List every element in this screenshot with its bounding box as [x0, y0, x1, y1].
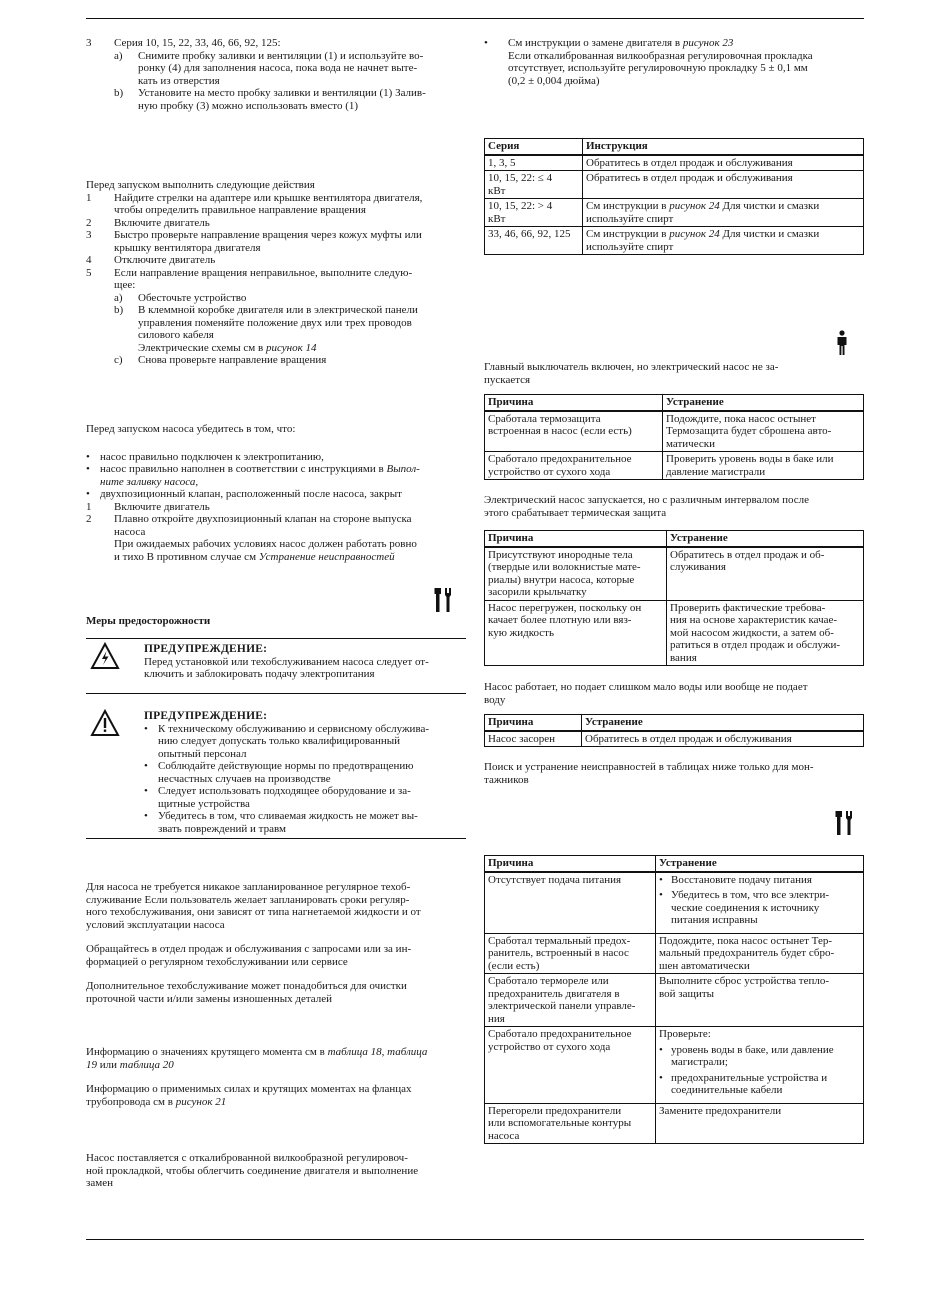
table-row: Сработало термореле или предохранитель двигателя в электрической панели управле- ния Выполните сброс устройства тепло- вой защиты: [485, 974, 864, 1027]
troubleshooting-table-3: Причина Устранение Насос засорен Обратитесь в отдел продаж и обслуживания: [484, 714, 864, 747]
table-row: Сработало предохранительное устройство от сухого хода Проверьте: • уровень воды в баке, или давление магистрали; • предохранительные устройства и соединительные кабели: [485, 1027, 864, 1104]
table-row: Сработала термозащита встроенная в насос (если есть) Подождите, пока насос остынет Термозащита будет сброшена авто- матически: [485, 411, 864, 452]
step-3-text: Серия 10, 15, 22, 33, 46, 66, 92, 125:: [114, 37, 281, 49]
electric-warning-icon: [90, 642, 120, 670]
ts1-intro: Главный выключатель включен, но электрический насос не за- пускается: [484, 361, 779, 386]
step-3b: Установите на место пробку заливки и вентиляции (1) Залив- ную пробку (3) можно использовать вместо (1): [138, 87, 426, 112]
table-row: 33, 46, 66, 92, 125 См инструкции в рисунок 24 Для чистки и смазки используйте спирт: [485, 227, 864, 255]
troubleshooting-table-1: Причина Устранение Сработала термозащита встроенная в насос (если есть) Подождите, пока насос остынет Термозащита будет сброшена авто- матически Сработало предохранительное устройство от сухого хода Проверить уровень воды в баке или давление магистрали: [484, 394, 864, 480]
ts3-intro: Насос работает, но подает слишком мало воды или вообще не подает воду: [484, 681, 808, 706]
person-icon: [835, 330, 849, 356]
startup-section: Перед запуском насоса убедитесь в том, что: • насос правильно подключен к электропитанию, • насос правильно наполнен в соответствии с инструкциями в Выпол- ните заливку насоса, • двухпозиционный клапан, расположенный после насоса, закрыт 1 Включите двигатель 2 Плавно откройте двухпозиционный клапан на стороне выпуска насоса При ожидаемых рабочих условиях насос должен работать ровно и тихо В противном случае см Устранение неисправностей: [86, 423, 420, 563]
troubleshooting-table-2: Причина Устранение Присутствуют инородные тела (твердые или волокнистые мате- риалы) внутри насоса, которые засорили крыльчатку Обратитесь в отдел продаж и об- служивания Насос перегружен, поскольку он качает более плотную или вяз- кую жидкость Проверить фактические требова- ния на основе характеристик качае- мой насосом жидкости, а затем об- ратиться в отдел продаж и обслужи- вания: [484, 530, 864, 666]
figure-ref: рисунок 14: [265, 341, 317, 354]
rotation-check: Перед запуском выполнить следующие действия 1 Найдите стрелки на адаптере или крышке вентилятора двигателя, чтобы определить правильное направление вращения 2 Включите двигатель 3 Быстро проверьте направление вращения через кожух муфты или крышку вентилятора двигателя 4 Отключите двигатель 5 Если направление вращения неправильное, выполните следую- щее: a) Обесточьте устройство b) В клеммной коробке двигателя или в электрической панели управления поменяйте положение двух или трех проводов силового кабеля Электрические схемы см в рисунок 14 c) Снова проверьте направление вращения: [86, 179, 423, 366]
table-row: Присутствуют инородные тела (твердые или волокнистые мате- риалы) внутри насоса, которые засорили крыльчатку Обратитесь в отдел продаж и об- служивания: [485, 547, 864, 601]
warning-1: ПРЕДУПРЕЖДЕНИЕ: Перед установкой или техобслуживанием насоса следует от- ключить и заблокировать подачу электропитания: [144, 643, 429, 680]
troubleshooting-table-4: Причина Устранение Отсутствует подача питания • Восстановите подачу питания • Убедитесь в том, что все электри- ческие соединения к источнику питания исправны Сработал термальный предох- ранитель, встроенный в насос (если есть) Подождите, пока насос остынет Тер- мальный предохранитель будет сбро- шен автоматически Сработало термореле или предохранитель двигателя в электрической панели управле- ния Выполните сброс устройства тепло- вой защиты Сработало предохранительное устройство от сухого хода Проверьте: • уровень воды в баке, или давление магистрали; • предохранительные устройства и соединительные кабели Перегорели предохранители или вспомогательные контуры насоса Замените предохранители: [484, 855, 864, 1144]
right-top: • См инструкции о замене двигателя в рисунок 23 Если откалиброванная вилкообразная регулировочная прокладка отсутствует, используйте регулировочную прокладку 5 ± 0,1 мм (0,2 ± 0,004 дюйма): [484, 37, 813, 87]
warn1-rule-top: [86, 638, 466, 639]
exclamation-warning-icon: [90, 709, 120, 737]
maintenance-section: Для насоса не требуется никакое запланированное регулярное техоб- служивание Если пользователь желает запланировать сроки регуляр- ного техобслуживания, они зависят от типа нагнетаемой жидкости и от условий эксплуатации насоса Обращайтесь в отдел продаж и обслуживания с запросами или за ин- формацией о регулярном техобслуживании или сервисе Дополнительное техобслуживание может понадобиться для очистки проточной части и/или замены изношенных деталей: [86, 881, 421, 1005]
torque-section: Информацию о значениях крутящего момента см в таблица 18, таблица 19 или таблица 20 Информацию о применимых силах и крутящих моментах на фланцах трубопровода см в рисунок 21: [86, 1046, 428, 1108]
table-row: 10, 15, 22: ≤ 4 кВт Обратитесь в отдел продаж и обслуживания: [485, 171, 864, 199]
table-row: Насос засорен Обратитесь в отдел продаж и обслуживания: [485, 731, 864, 747]
precautions-title: Меры предосторожности: [86, 615, 211, 627]
table-row: Сработало предохранительное устройство от сухого хода Проверить уровень воды в баке или давление магистрали: [485, 452, 864, 480]
table-row: Насос перегружен, поскольку он качает более плотную или вяз- кую жидкость Проверить фактические требова- ния на основе характеристик качае- мой насосом жидкости, а затем об- ратиться в отдел продаж и обслужи- вания: [485, 600, 864, 666]
step-3a: Снимите пробку заливки и вентиляции (1) и используйте во- ронку (4) для заполнения насоса, пока вода не начнет выте- кать из отверстия: [138, 49, 424, 87]
table-row: 10, 15, 22: > 4 кВт См инструкции в рисунок 24 Для чистки и смазки используйте спирт: [485, 199, 864, 227]
tools-icon: [834, 809, 856, 837]
warn1-rule-bottom: [86, 693, 466, 694]
ts-note: Поиск и устранение неисправностей в таблицах ниже только для мон- тажников: [484, 761, 814, 786]
table-row: Сработал термальный предох- ранитель, встроенный в насос (если есть) Подождите, пока насос остынет Тер- мальный предохранитель будет сбро- шен автоматически: [485, 933, 864, 974]
step-3: 3 Серия 10, 15, 22, 33, 46, 66, 92, 125: a) Снимите пробку заливки и вентиляции (1) и используйте во- ронку (4) для заполнения насоса, пока вода не начнет выте- кать из отверстия b) Установите на место пробку заливки и вентиляции (1) Залив- ную пробку (3) можно использовать вместо (1): [86, 37, 426, 112]
tools-icon: [433, 586, 455, 614]
ts2-intro: Электрический насос запускается, но с различным интервалом после этого срабатывает термическая защита: [484, 494, 809, 519]
top-rule: [86, 18, 864, 19]
troubleshooting-ref: Устранение неисправностей: [258, 550, 395, 563]
table-row: 1, 3, 5 Обратитесь в отдел продаж и обслуживания: [485, 155, 864, 171]
shim-section: Насос поставляется с откалиброванной вилкообразной регулировоч- ной прокладкой, чтобы облегчить соединение двигателя и выполнение замен: [86, 1152, 419, 1189]
table-row: Перегорели предохранители или вспомогательные контуры насоса Замените предохранители: [485, 1103, 864, 1144]
left-column: [86, 37, 466, 112]
bottom-rule: [86, 1239, 864, 1240]
table-row: Отсутствует подача питания • Восстановите подачу питания • Убедитесь в том, что все электри- ческие соединения к источнику питания исправны: [485, 872, 864, 934]
series-table: Серия Инструкция 1, 3, 5 Обратитесь в отдел продаж и обслуживания 10, 15, 22: ≤ 4 кВт Обратитесь в отдел продаж и обслуживания 10, 15, 22: > 4 кВт См инструкции в рисунок 24 Для чистки и смазки используйте спирт 33, 46, 66, 92, 125 См инструкции в рисунок 24 Для чистки и смазки используйте спирт: [484, 138, 864, 255]
warning-2: ПРЕДУПРЕЖДЕНИЕ: • К техническому обслуживанию и сервисному обслужива- нию следует допускать только квалифицированный опытный персонал • Соблюдайте действующие нормы по предотвращению несчастных случаев на производстве • Следует использовать подходящее оборудование и за- щитные устройства • Убедитесь в том, что сливаемая жидкость не может вы- звать повреждений и травм: [144, 710, 430, 835]
warn2-rule-bottom: [86, 838, 466, 839]
